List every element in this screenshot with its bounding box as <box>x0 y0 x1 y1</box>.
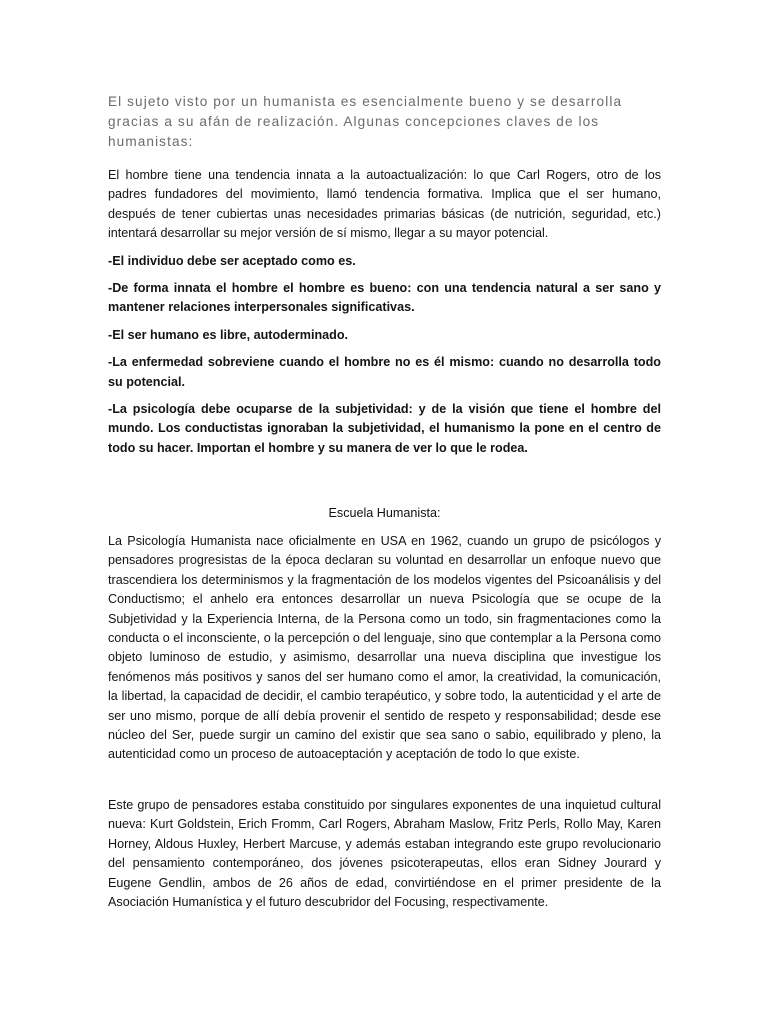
key-concepts-block <box>108 166 661 458</box>
concept-point-1: -El individuo debe ser aceptado como es. <box>108 253 356 268</box>
founders-block <box>108 796 661 912</box>
intro-paragraph: El sujeto visto por un humanista es esencialmente bueno y se desarrolla gracias a su afán de realización. Algunas concepciones claves de los humanistas: <box>108 94 623 149</box>
history-paragraph: La Psicología Humanista nace oficialmente en USA en 1962, cuando un grupo de psicólogos y pensadores progresistas de la época declaran su voluntad en desarrollar un enfoque nuevo que trascendiera los determinismos y la fragmentación de los modelos vigentes del Psicoanálisis y del Conductismo; el anhelo era entonces desarrollar un nueva Psicología que se ocupe de la Subjetividad y la Experiencia Interna, de la Persona como un todo, sin fragmentaciones como la conducta o el inconsciente, o la percepción o del lenguaje, sino que contemplar a la Persona como objeto luminoso de estudio, y asimismo, desarrollar una nueva disciplina que investigue los fenómenos más positivos y sanos del ser humano como el amor, la creatividad, la comunicación, la libertad, la capacidad de decidir, el cambio terapéutico, y sobre todo, la autenticidad y el arte de ser uno mismo, porque de allí debía provenir el sentido de respeto y responsabilidad; desde ese núcleo del Ser, puede surgir un camino del existir que sea sano o sabio, equilibrado y pleno, la autenticidad como un proceso de autoaceptación y aceptación de todo lo que existe. <box>108 534 661 762</box>
concept-point-2: -De forma innata el hombre el hombre es bueno: con una tendencia natural a ser sano y mantener relaciones interpersonales significativas. <box>108 281 661 315</box>
history-block <box>108 532 661 765</box>
document-page <box>108 0 661 1024</box>
concept-point-3: -El ser humano es libre, autoderminado. <box>108 327 349 342</box>
concept-point-4: -La enfermedad sobreviene cuando el hombre no es él mismo: cuando no desarrolla todo su potencial. <box>108 355 661 389</box>
main-concept-paragraph: El hombre tiene una tendencia innata a la autoactualización: lo que Carl Rogers, otro de los padres fundadores del movimiento, llamó tendencia formativa. Implica que el ser humano, después de tener cubiertas unas necesidades primarias básicas (de nutrición, seguridad, etc.) intentará desarrollar su mejor versión de sí mismo, llegar a su mayor potencial. <box>108 168 661 241</box>
section-heading: Escuela Humanista: <box>328 506 441 520</box>
founders-paragraph: Este grupo de pensadores estaba constituido por singulares exponentes de una inquietud cultural nueva: Kurt Goldstein, Erich Fromm, Carl Rogers, Abraham Maslow, Fritz Perls, Rollo May, Karen Horney, Aldous Huxley, Herbert Marcuse, y además estaban integrando este grupo revolucionario del pensamiento contemporáneo, dos jóvenes psicoterapeutas, ellos eran Sidney Jourard y Eugene Gendlin, ambos de 26 años de edad, convirtiéndose en el primer presidente de la Asociación Humanística y el futuro descubridor del Focusing, respectivamente. <box>108 798 661 910</box>
concept-point-5: -La psicología debe ocuparse de la subjetividad: y de la visión que tiene el hombre del mundo. Los conductistas ignoraban la subjetividad, el humanismo la pone en el centro de todo su hacer. Importan el hombre y su manera de ver lo que le rodea. <box>108 402 661 455</box>
